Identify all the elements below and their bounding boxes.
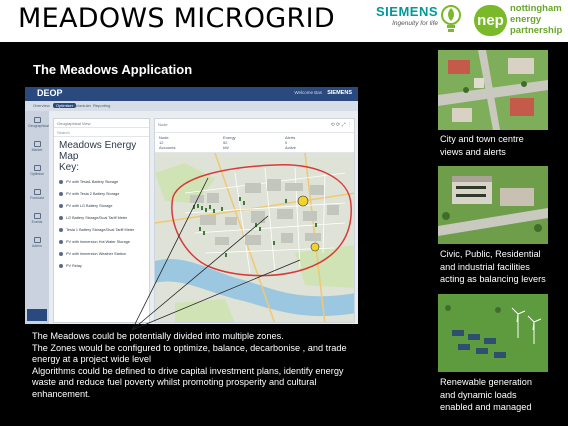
legend-search-input[interactable]: Search [54,128,149,137]
legend-item[interactable]: Tesla 1 Battery Storage/Dual Tariff Meter [54,224,149,236]
app-brand: SIEMENS [327,90,352,96]
city-centre-caption [440,133,565,158]
stat-node: Node 12 Accounts [159,135,176,150]
caption-line: Civic, Public, Residential [440,249,541,259]
description-paragraph: The Meadows could be potentially divided into multiple zones. [32,331,284,341]
map-title: Meadows Energy Map [59,140,137,162]
city-centre-image [438,50,548,130]
tab-reporting[interactable]: Reporting [93,103,111,108]
legend-item[interactable]: PV with Tesla 2 Battery Storage [54,188,149,200]
section-subtitle: The Meadows Application [33,62,193,77]
nep-name-line: energy [510,14,542,25]
sidebar-item-events[interactable]: Events [28,211,46,233]
caption-line: and industrial facilities [440,261,530,272]
map-tools-icon[interactable]: ⟲ ⟳ ⤢ ⋮ [330,122,352,128]
stat-alerts: Alerts 0 Active [285,135,296,150]
legend-item[interactable]: LG Battery Storage/Dual Tariff Meter [54,212,149,224]
caption-line: enabled and managed [440,402,532,412]
page-title: MEADOWS MICROGRID [18,3,335,34]
tab-overview[interactable]: Overview [33,103,50,108]
legend-item[interactable]: PV Relay [54,260,149,272]
civic-facilities-caption [440,248,565,286]
caption-line: acting as balancing levers [440,274,546,284]
key-title: Key: [59,162,80,173]
sidebar-item-market[interactable]: Market [28,139,46,161]
stat-energy: Energy 52 kW [223,135,236,150]
app-logo: DEOP [37,88,63,98]
caption-line: views and alerts [440,146,506,157]
nep-logo: nep [474,5,507,36]
app-user-menu[interactable]: Welcome Bas [294,90,322,95]
renewable-generation-caption [440,376,565,414]
nep-name-line: partnership [510,25,563,36]
description-paragraph: The Zones would be configured to optimize, balance, decarbonise , and trade energy at a project wide level [32,342,347,365]
sidebar-item-optimise[interactable]: Optimise [28,163,46,185]
sidebar-item-admin[interactable]: Admin [28,235,46,257]
sidebar-item-geographical[interactable]: Geographical [28,115,46,137]
nep-name-line: nottingham [510,3,562,14]
caption-line: Renewable generation [440,377,532,387]
legend-item[interactable]: PV with Immersion Weather Station [54,248,149,260]
legend-item[interactable]: PV with Immersion Hot Water Storage [54,236,149,248]
caption-line: and dynamic loads [440,389,517,400]
sidebar-item-forecast[interactable]: Forecast [28,187,46,209]
legend-item[interactable]: PV with LG Battery Storage [54,200,149,212]
legend-item[interactable]: PV with Tesla1 Battery Storage [54,176,149,188]
map-panel-title: Node [158,122,168,127]
civic-facilities-image [438,166,548,244]
siemens-brand: SIEMENS [375,4,438,19]
description-text [32,331,362,401]
legend-panel-header: Geographical View [54,119,149,128]
siemens-tagline: Ingenuity for life [392,20,438,27]
tab-scheduler[interactable]: Scheduler [73,103,92,108]
description-paragraph: Algorithms could be defined to drive capital investment plans, identify energy waste and reduce fuel poverty whilst promoting prosperity and cultural enhancement. [32,365,344,399]
tab-optimiser[interactable]: Optimiser [53,103,76,108]
caption-line: City and town centre [440,134,524,144]
renewable-generation-image [438,294,548,372]
